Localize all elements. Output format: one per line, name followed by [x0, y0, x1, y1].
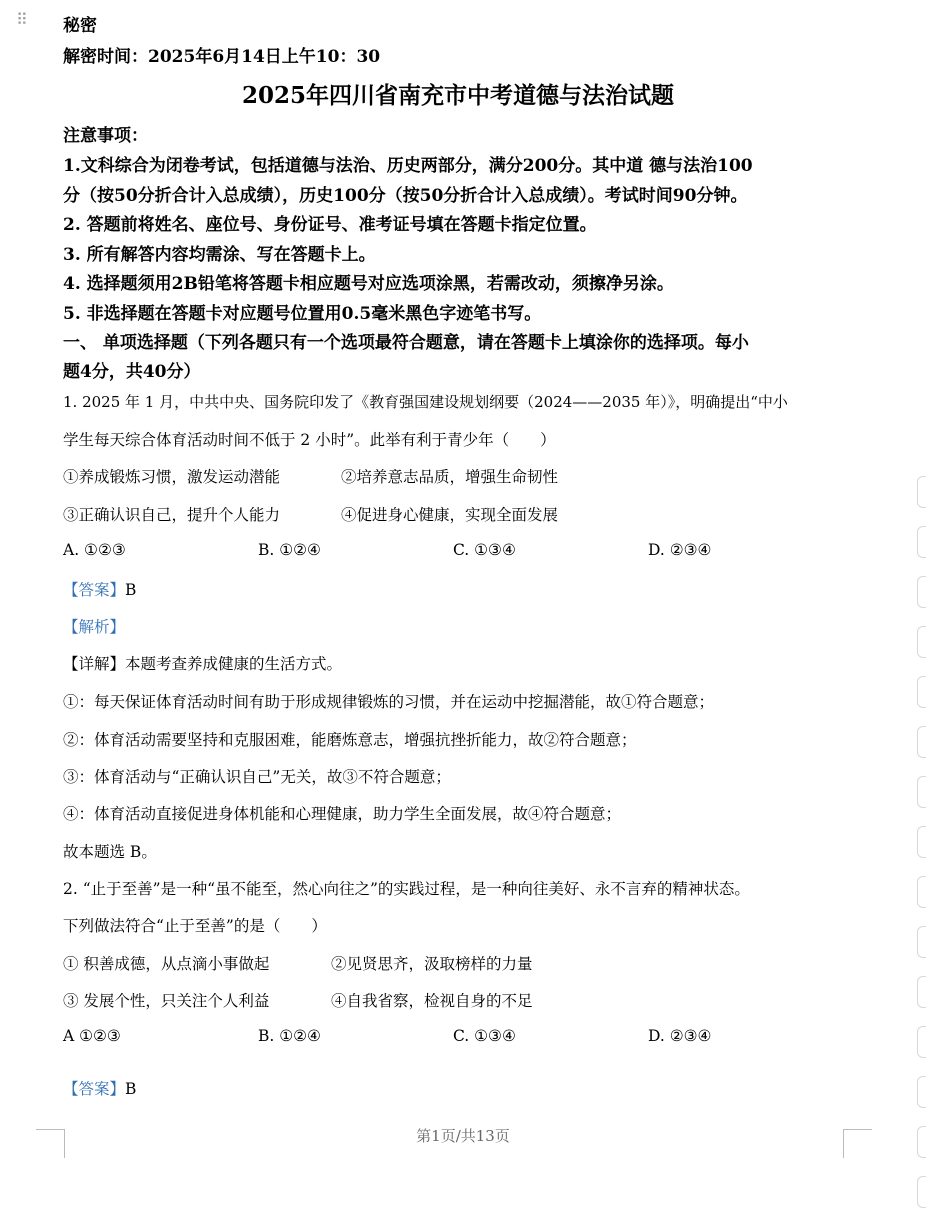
note-item: 1.文科综合为闭卷考试，包括道德与法治、历史两部分，满分200分。其中道 德与法治100: [63, 156, 753, 176]
statement-3: ③ 发展个性，只关注个人利益: [63, 992, 270, 1010]
answer-value: B: [125, 581, 137, 599]
edge-tab: [917, 976, 926, 1008]
edge-tab: [917, 1126, 926, 1158]
explanation-1: ①：每天保证体育活动时间有助于形成规律锻炼的习惯，并在运动中挖掘潜能，故①符合题意；: [63, 693, 715, 711]
edge-tab: [917, 1176, 926, 1208]
answer-line: [63, 1077, 136, 1099]
edge-tab: [917, 876, 926, 908]
question-1-stem: 1. 2025 年 1 月，中共中央、国务院印发了《教育强国建设规划纲要（2024——2035 年）》，明确提出“中小: [63, 393, 788, 411]
statement-3: ③正确认识自己，提升个人能力: [63, 506, 281, 524]
statement-2: ②见贤思齐，汲取榜样的力量: [331, 955, 533, 973]
decrypt-time: 解密时间：2025年6月14日上午10：30: [63, 47, 381, 67]
edge-tab: [917, 1076, 926, 1108]
answer-line: [63, 578, 136, 600]
secret-label: 秘密: [63, 16, 97, 36]
answer-label: 【答案】: [63, 1080, 126, 1098]
option-c: C. ①③④: [453, 1027, 516, 1045]
answer-value: B: [125, 1080, 137, 1098]
question-2-stem-cont: 下列做法符合“止于至善”的是（ ）: [63, 917, 327, 935]
option-b: B. ①②④: [258, 1027, 321, 1045]
option-a: A. ①②③: [63, 541, 126, 559]
question-2-stem: 2. “止于至善”是一种“虽不能至，然心向往之”的实践过程，是一种向往美好、永不言弃的精神状态。: [63, 880, 750, 898]
note-item: 3. 所有解答内容均需涂、写在答题卡上。: [63, 245, 376, 265]
edge-tab: [917, 476, 926, 508]
option-d: D. ②③④: [648, 1027, 712, 1045]
note-item: 2. 答题前将姓名、座位号、身份证号、准考证号填在答题卡指定位置。: [63, 215, 597, 235]
option-b: B. ①②④: [258, 541, 321, 559]
statement-1: ① 积善成德，从点滴小事做起: [63, 955, 270, 973]
edge-tab: [917, 926, 926, 958]
statement-4: ④促进身心健康，实现全面发展: [341, 506, 559, 524]
edge-tab: [917, 1026, 926, 1058]
edge-tab: [917, 826, 926, 858]
notes-heading: 注意事项：: [63, 126, 148, 146]
explanation-3: ③：体育活动与“正确认识自己”无关，故③不符合题意；: [63, 768, 451, 786]
section-heading: 一、 单项选择题（下列各题只有一个选项最符合题意，请在答题卡上填涂你的选择项。每小: [63, 333, 749, 353]
edge-tab: [917, 676, 926, 708]
conclusion: 故本题选 B。: [63, 843, 157, 861]
answer-label: 【答案】: [63, 581, 126, 599]
statement-2: ②培养意志品质，增强生命韧性: [341, 468, 559, 486]
analysis-label: 【解析】: [63, 618, 126, 636]
drag-handle-icon[interactable]: ⠿: [16, 10, 27, 29]
note-item: 分（按50分折合计入总成绩），历史100分（按50分折合计入总成绩）。考试时间90分钟。: [63, 186, 748, 206]
edge-tab: [917, 776, 926, 808]
edge-tab: [917, 726, 926, 758]
detail-line: [63, 652, 342, 674]
option-c: C. ①③④: [453, 541, 516, 559]
statement-4: ④自我省察，检视自身的不足: [331, 992, 533, 1010]
edge-tab: [917, 626, 926, 658]
question-1-stem-cont: 学生每天综合体育活动时间不低于 2 小时”。此举有利于青少年（ ）: [63, 431, 556, 449]
page-title: 2025年四川省南充市中考道德与法治试题: [241, 82, 674, 109]
explanation-2: ②：体育活动需要坚持和克服困难，能磨炼意志，增强抗挫折能力，故②符合题意；: [63, 731, 637, 749]
detail-text: 本题考查养成健康的生活方式。: [125, 655, 343, 673]
note-item: 4. 选择题须用2B铅笔将答题卡相应题号对应选项涂黑，若需改动，须擦净另涂。: [63, 274, 674, 294]
page-number: 第1页/共13页: [416, 1127, 510, 1145]
explanation-4: ④：体育活动直接促进身体机能和心理健康，助力学生全面发展，故④符合题意；: [63, 805, 622, 823]
statement-1: ①养成锻炼习惯，激发运动潜能: [63, 468, 281, 486]
edge-tab: [917, 526, 926, 558]
detail-label: 【详解】: [63, 655, 126, 673]
option-a: A ①②③: [63, 1027, 121, 1045]
option-d: D. ②③④: [648, 541, 712, 559]
note-item: 5. 非选择题在答题卡对应题号位置用0.5毫米黑色字迹笔书写。: [63, 304, 542, 324]
edge-tab: [917, 576, 926, 608]
section-heading-cont: 题4分，共40分）: [63, 362, 201, 382]
